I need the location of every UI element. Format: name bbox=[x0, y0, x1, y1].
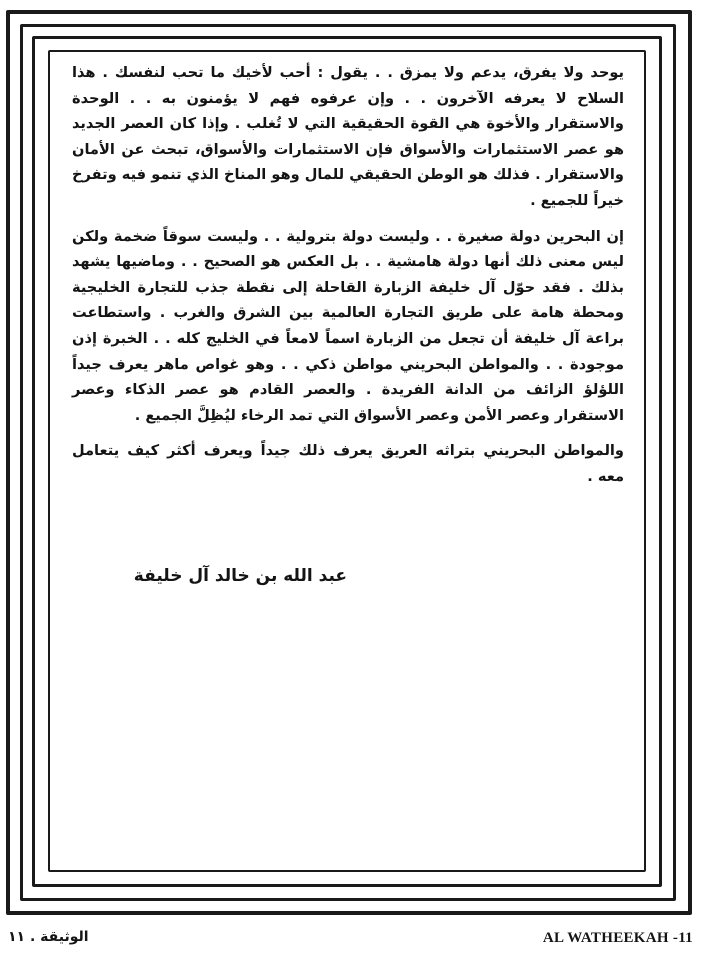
footer-page-label-arabic: الوثيقة . ١١ bbox=[8, 929, 89, 945]
paragraph-1: يوحد ولا يفرق، يدعم ولا يمزق . . يقول : أحب لأخيك ما تحب لنفسك . هذا السلاح لا يعرفه الآخرون . . وإن عرفوه فهم لا يؤمنون به . . الوحدة والاستقرار والأخوة هي القوة الحقيقية التي لا تُغلب . وإذا كان العصر الجديد هو عصر الاستثمارات والأسواق فإن الاستثمارات والأسواق، تبحث عن الأمان والاستقرار . فذلك هو الوطن الحقيقي للمال وهو المناخ الذي تنمو فيه وتفرخ خيراً للجميع . bbox=[72, 64, 624, 209]
article-body bbox=[72, 60, 624, 490]
paragraph-3: والمواطن البحريني بتراثه العريق يعرف ذلك جيداً ويعرف أكثر كيف يتعامل معه . bbox=[72, 442, 624, 485]
paragraph-2: إن البحرين دولة صغيرة . . وليست دولة بترولية . . وليست سوقاً ضخمة ولكن ليس معنى ذلك أنها دولة هامشية . . بل العكس هو الصحيح . . وماضيها يشهد بذلك . فقد حوّل آل خليفة الزبارة القاحلة إلى نقطة جذب للتجارة الخليجية ومحطة هامة على طريق التجارة العالمية بين الشرق والغرب . واستطاعت براعة آل خليفة أن تجعل من الزبارة اسماً لامعاً في الخليج كله . . الخبرة إذن موجودة . . والمواطن البحريني مواطن ذكي . . وهو غواص ماهر يعرف جيداً اللؤلؤ الزائف من الدانة الفريدة . والعصر القادم هو عصر الذكاء وعصر الاستقرار وعصر الأمن وعصر الأسواق التي تمد الرخاء ليُظِلَّ الجميع . bbox=[72, 227, 624, 424]
footer-page-label-latin: AL WATHEEKAH -11 bbox=[542, 930, 693, 946]
author-signature: عبد الله بن خالد آل خليفة bbox=[133, 566, 347, 586]
